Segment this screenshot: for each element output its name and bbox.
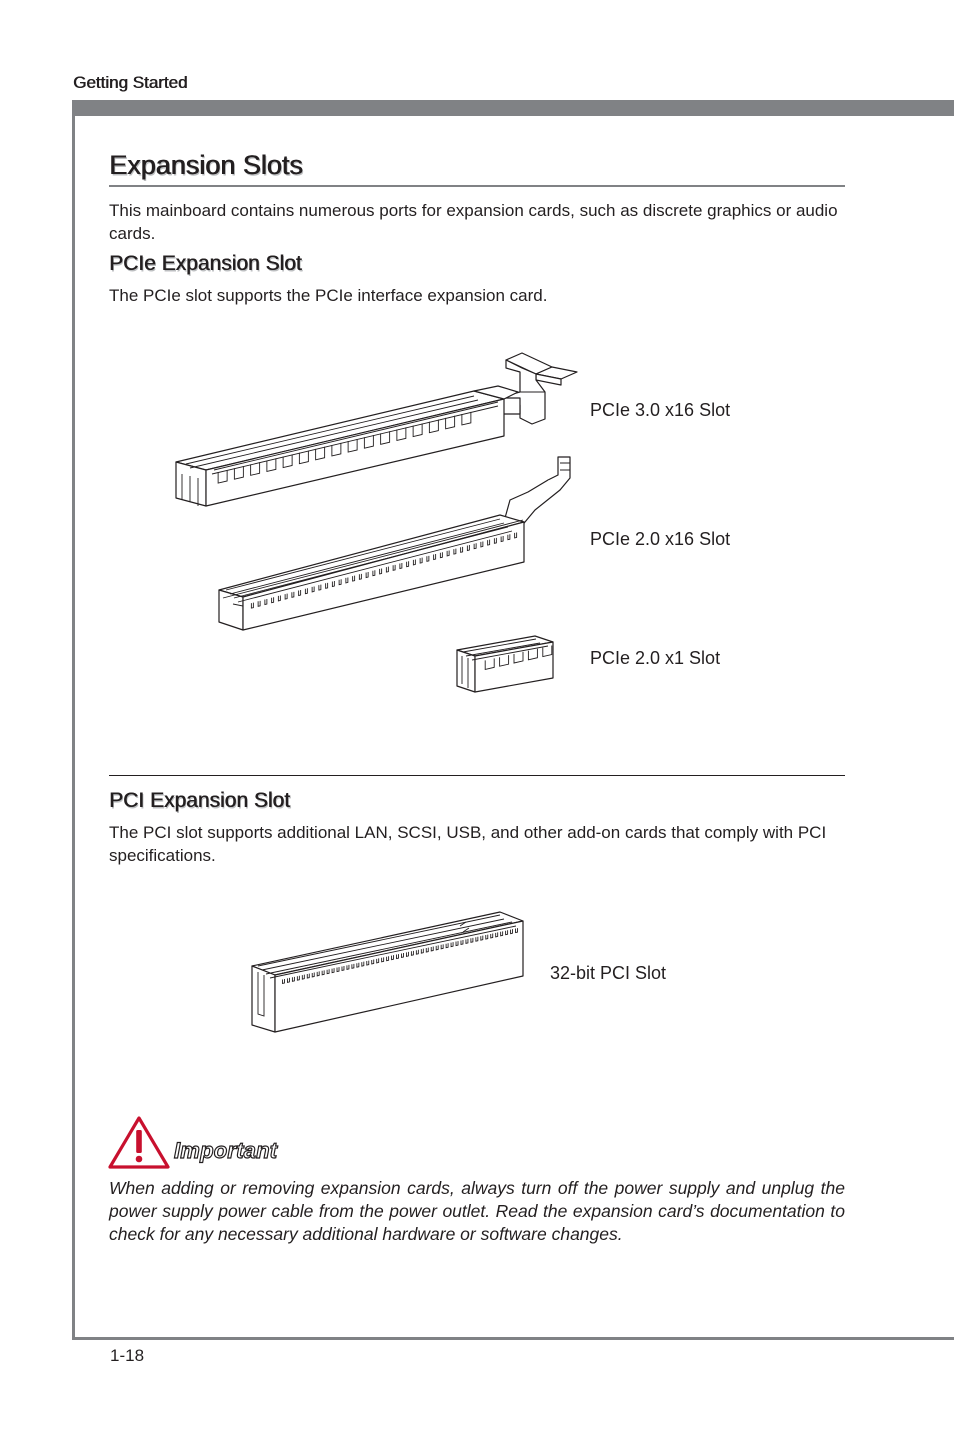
pci-heading: PCI Expansion Slot [109, 789, 290, 812]
label-pcie-2-x16: PCIe 2.0 x16 Slot [590, 529, 731, 549]
pci-description: The PCI slot supports additional LAN, SCSI, USB, and other add-on cards that comply with PCI specifications. [109, 823, 827, 865]
important-title: Important [174, 1138, 278, 1163]
label-pcie-3-x16: PCIe 3.0 x16 Slot [590, 400, 731, 420]
pcie-description: The PCIe slot supports the PCIe interface expansion card. [109, 286, 548, 305]
warning-triangle-icon [108, 1116, 170, 1170]
label-pci-32bit: 32-bit PCI Slot [550, 963, 667, 983]
page-number: 1-18 [110, 1346, 145, 1365]
section-title: Expansion Slots [109, 150, 303, 180]
important-note: When adding or removing expansion cards, always turn off the power supply and unplug the power supply power cable from the power outlet. Read the expansion card’s documentation to check for any necessary additional hardware or software changes. [109, 1178, 845, 1244]
intro-paragraph: This mainboard contains numerous ports for expansion cards, such as discrete graphics or audio cards. [109, 201, 838, 243]
pcie-heading: PCIe Expansion Slot [109, 252, 302, 275]
running-head: Getting Started [73, 73, 188, 92]
label-pcie-2-x1: PCIe 2.0 x1 Slot [590, 648, 721, 668]
